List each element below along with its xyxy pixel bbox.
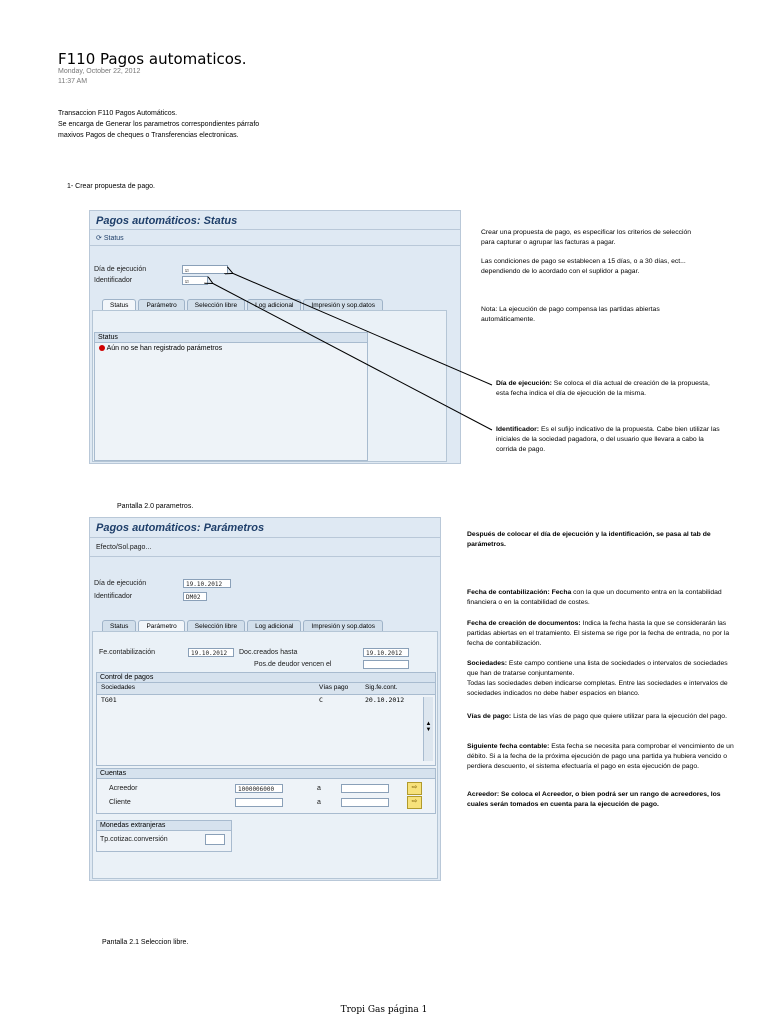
tp-cotizac-input[interactable]: [205, 834, 225, 845]
note-text: Indica la fecha hasta la que se considerarán las partidas abiertas en el tratamiento. El sistema se rige por la fecha de entrada, no por la fecha de contabilización.: [467, 620, 730, 647]
group-header: Cuentas: [97, 769, 435, 779]
note-text: con la que un documento entra en la contabilidad financiera o en la contabilidad de costes.: [467, 589, 722, 606]
note-despues: [467, 530, 717, 550]
note-title: Fecha: [549, 589, 572, 596]
note-text: Esta fecha se necesita para comprobar el vencimiento de un débito. Si a la fecha de la próxima ejecución de pago una partida ya hubiera vencido o perdiera descuento, el sistema efectuaría el pago en esta ejecución de pago.: [467, 743, 734, 770]
tab-seleccion-libre[interactable]: Selección libre: [187, 299, 245, 311]
acreedor-label: Acreedor: [109, 785, 138, 792]
table-row[interactable]: [97, 695, 435, 706]
note-siguiente-fecha: [467, 742, 737, 772]
note-title: Identificador:: [496, 426, 540, 433]
intro-line: maxivos Pagos de cheques o Transferencias electronicas.: [58, 132, 239, 139]
group-header: Control de pagos: [97, 673, 435, 683]
identificador-label: Identificador: [94, 277, 133, 284]
page-footer: Tropi Gas página 1: [340, 1005, 428, 1015]
cell-via-pago: C: [319, 696, 323, 704]
screen-title: Pagos automáticos: Status: [96, 215, 238, 227]
note-title: Vías de pago:: [467, 713, 512, 720]
multiple-selection-icon[interactable]: ⇨: [407, 782, 422, 795]
note-fecha-contabilizacion: [467, 588, 737, 608]
dia-ejecucion-input[interactable]: 19.10.2012: [183, 579, 231, 588]
group-header: Monedas extranjeras: [97, 821, 231, 831]
note-text: Este campo contiene una lista de sociedades o intervalos de sociedades que han de tratarse conjuntamente.: [467, 660, 728, 677]
fe-contabilizacion-input[interactable]: 19.10.2012: [188, 648, 234, 657]
fe-contabilizacion-label: Fe.contabilización: [99, 649, 156, 656]
tab-seleccion-libre[interactable]: Selección libre: [187, 620, 245, 632]
note-text: Se coloca el día actual de creación de la propuesta, esta fecha indica el día de ejecución de la misma.: [496, 380, 710, 397]
note-title: Fecha de creación de documentos:: [467, 620, 581, 627]
note-text: Es el sufijo indicativo de la propuesta. Cabe bien utilizar las iniciales de la sociedad pagadora, o del usuario que llevara a cabo la corrida de pago.: [496, 426, 720, 453]
pantalla-20-caption: Pantalla 2.0 parametros.: [117, 503, 194, 510]
scrollbar[interactable]: [423, 697, 433, 761]
page-title: F110 Pagos automaticos.: [58, 50, 247, 68]
required-icon: ☑: [185, 267, 189, 274]
tab-panel: [92, 631, 438, 879]
tab-impresion[interactable]: Impresión y sop.datos: [303, 620, 383, 632]
tab-status[interactable]: Status: [102, 299, 136, 311]
a-label: a: [317, 799, 321, 806]
note-text: Lista de las vías de pago que quiere utilizar para la ejecución del pago.: [511, 713, 727, 720]
note-sociedades: [467, 659, 737, 699]
dia-ejecucion-label: Día de ejecución: [94, 580, 147, 587]
tab-impresion[interactable]: Impresión y sop.datos: [303, 299, 383, 311]
cuentas-group: [96, 768, 436, 814]
note-acreedor: [467, 790, 727, 810]
tab-log-adicional[interactable]: Log adicional: [247, 299, 301, 311]
divider: [90, 556, 440, 557]
cliente-from-input[interactable]: [235, 798, 283, 807]
acreedor-to-input[interactable]: [341, 784, 389, 793]
cell-sig-fecha: 20.10.2012: [365, 696, 405, 704]
note-text: Todas las sociedades deben indicarse completas. Entre las sociedades e intervalos de sociedades indicados no debe haber espacios en blanco.: [467, 680, 728, 697]
intro-line: Transaccion F110 Pagos Automáticos.: [58, 110, 178, 117]
dia-ejecucion-label: Día de ejecución: [94, 266, 147, 273]
note-vias-pago: [467, 712, 737, 722]
step-heading: 1- Crear propuesta de pago.: [67, 183, 155, 190]
status-icon: ⟳: [96, 235, 102, 242]
tab-parametro[interactable]: Parámetro: [138, 620, 184, 632]
arrow-identificador: [212, 283, 492, 430]
divider: [90, 537, 440, 538]
doc-creados-input[interactable]: 19.10.2012: [363, 648, 409, 657]
status-toolbar-label: Status: [103, 235, 124, 242]
required-icon: ☑: [185, 278, 189, 285]
tab-parametro[interactable]: Parámetro: [138, 299, 184, 311]
tab-log-adicional[interactable]: Log adicional: [247, 620, 301, 632]
page-time: 11:37 AM: [58, 78, 88, 85]
scroll-up-icon[interactable]: ▲: [425, 721, 432, 727]
identificador-label: Identificador: [94, 593, 133, 600]
arrow-dia-ejecucion: [232, 273, 492, 385]
cell-sociedad: TG01: [101, 696, 117, 704]
note-condiciones: Las condiciones de pago se establecen a 15 días, o a 30 días, ect... dependiendo de lo acordado con el suplidor a pagar.: [481, 258, 686, 275]
col-vias-pago: Vías pago: [319, 684, 349, 691]
cliente-label: Cliente: [109, 799, 131, 806]
scroll-down-icon[interactable]: ▼: [425, 727, 432, 733]
note-crear-propuesta: Crear una propuesta de pago, es especificar los criterios de selección para capturar o agrupar las facturas a pagar.: [481, 229, 692, 246]
efecto-sol-pago-button[interactable]: Efecto/Sol.pago...: [96, 544, 152, 551]
tab-status[interactable]: Status: [102, 620, 136, 632]
a-label: a: [317, 785, 321, 792]
control-pagos-group: [96, 672, 436, 766]
note-nota: Nota: La ejecución de pago compensa las partidas abiertas automáticamente.: [481, 306, 660, 323]
acreedor-from-input[interactable]: 1000006000: [235, 784, 283, 793]
col-sig-fe-cont: Sig.fe.cont.: [365, 684, 398, 691]
identificador-input[interactable]: DM02: [183, 592, 207, 601]
monedas-group: [96, 820, 232, 852]
doc-creados-label: Doc.creados hasta: [239, 649, 298, 656]
note-text: Después de colocar el día de ejecución y la identificación, se pasa al tab de parámetros.: [467, 531, 711, 548]
note-text: Acreedor: Se coloca el Acreedor, o bien podrá ser un rango de acreedores, los cuales serán tomados en cuenta para la ejecución de pago.: [467, 791, 721, 808]
pos-deudor-input[interactable]: [363, 660, 409, 669]
note-title: Siguiente fecha contable:: [467, 743, 550, 750]
table-header: [97, 683, 435, 695]
sap-screen-parametros: [89, 517, 441, 881]
intro-line: Se encarga de Generar los parametros correspondientes párrafo: [58, 121, 260, 128]
cliente-to-input[interactable]: [341, 798, 389, 807]
page-date: Monday, October 22, 2012: [58, 68, 141, 75]
group-header: Status: [95, 333, 367, 343]
note-fecha-creacion: [467, 619, 737, 649]
multiple-selection-icon[interactable]: ⇨: [407, 796, 422, 809]
status-message-text: Aún no se han registrado parámetros: [106, 345, 223, 352]
note-title: Sociedades:: [467, 660, 508, 667]
pos-deudor-label: Pos.de deudor vencen el: [254, 661, 332, 668]
tp-cotizac-label: Tp.cotizac.conversión: [100, 836, 168, 843]
pantalla-21-caption: Pantalla 2.1 Seleccion libre.: [102, 939, 189, 946]
note-title: Fecha de contabilización:: [467, 589, 550, 596]
col-sociedades: Sociedades: [101, 684, 135, 691]
note-title: Día de ejecución:: [496, 380, 552, 387]
screen-title: Pagos automáticos: Parámetros: [96, 522, 265, 534]
